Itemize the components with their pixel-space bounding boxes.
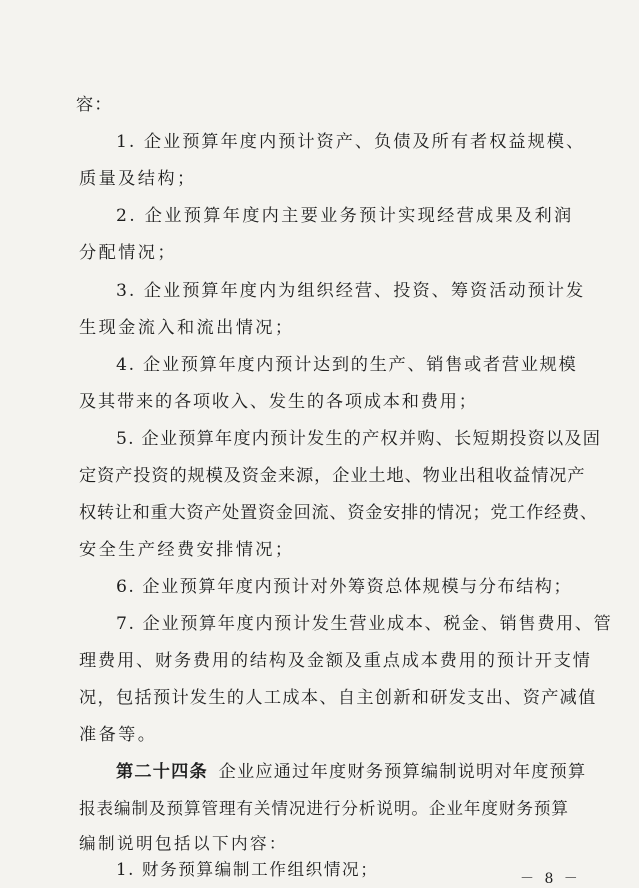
- text-line: 定资产投资的规模及资金来源，企业土地、物业出租收益情况产: [79, 466, 586, 486]
- text-line: 分配情况；: [79, 243, 177, 263]
- text-line: 4. 企业预算年度内预计达到的生产、销售或者营业规模: [116, 355, 578, 375]
- article-line: [116, 764, 586, 781]
- text-line: 理费用、财务费用的结构及金额及重点成本费用的预计开支情: [79, 651, 592, 671]
- text-line: 7. 企业预算年度内预计发生营业成本、税金、销售费用、管: [116, 614, 613, 634]
- article-text: 企业应通过年度财务预算编制说明对年度预算: [218, 762, 587, 782]
- text-line: 准备等。: [79, 725, 158, 745]
- text-line: 质量及结构；: [79, 169, 197, 189]
- text-line: 生现金流入和流出情况；: [79, 318, 295, 338]
- text-line: 安全生产经费安排情况；: [79, 540, 295, 560]
- article-heading: 第二十四条: [116, 762, 208, 782]
- text-line: 6. 企业预算年度内预计对外筹资总体规模与分布结构；: [116, 577, 573, 597]
- text-line: 况，包括预计发生的人工成本、自主创新和研发支出、资产减值: [79, 688, 597, 708]
- text-line: 及其带来的各项收入、发生的各项成本和费用；: [79, 392, 478, 412]
- text-line: 容：: [76, 95, 113, 115]
- text-line: 5. 企业预算年度内预计发生的产权并购、长短期投资以及固: [116, 429, 602, 449]
- text-line: 1. 财务预算编制工作组织情况；: [116, 860, 379, 879]
- text-line: 2. 企业预算年度内主要业务预计实现经营成果及利润: [116, 206, 574, 226]
- text-line: 权转让和重大资产处置资金回流、资金安排的情况；党工作经费、: [79, 503, 598, 523]
- text-line: 1. 企业预算年度内预计资产、负债及所有者权益规模、: [116, 132, 586, 152]
- text-line: 报表编制及预算管理有关情况进行分析说明。企业年度财务预算: [79, 799, 569, 818]
- text-line: 3. 企业预算年度内为组织经营、投资、筹资活动预计发: [116, 281, 586, 301]
- text-line: 编制说明包括以下内容：: [79, 834, 288, 853]
- page-number: － 8 －: [520, 871, 581, 887]
